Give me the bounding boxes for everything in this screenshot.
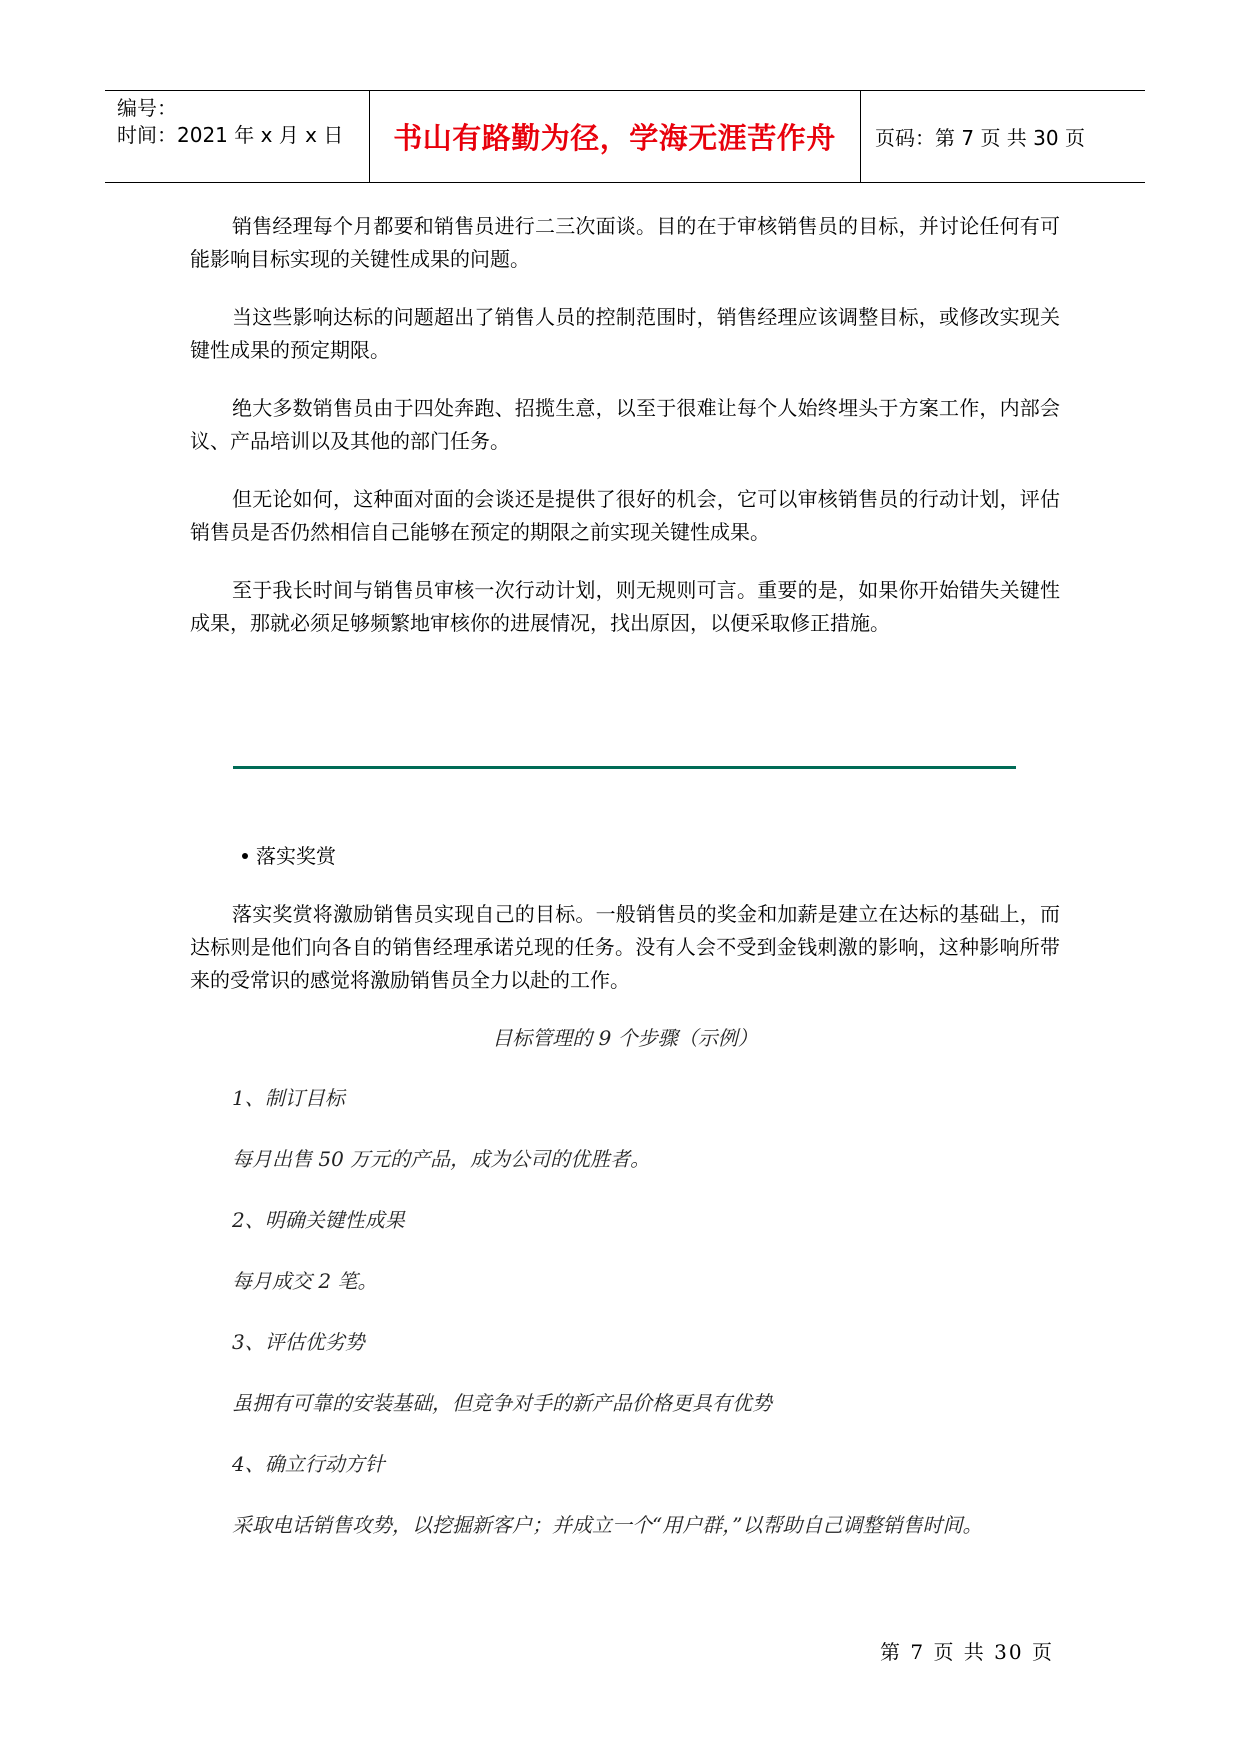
page-header <box>105 90 1145 183</box>
bullet-icon <box>242 853 248 859</box>
reward-section <box>190 840 1060 1570</box>
paragraph: 绝大多数销售员由于四处奔跑、招揽生意，以至于很难让每个人始终埋头于方案工作，内部会议、产品培训以及其他的部门任务。 <box>190 396 1060 453</box>
number-label: 编号： <box>117 96 177 120</box>
header-divider <box>860 91 861 182</box>
header-page-label: 页码：第 7 页 共 30 页 <box>875 126 1085 150</box>
header-meta <box>117 95 343 149</box>
body-text <box>190 210 1060 665</box>
steps-title: 目标管理的 9 个步骤（示例） <box>492 1026 758 1050</box>
paragraph: 销售经理每个月都要和销售员进行二三次面谈。目的在于审核销售员的目标，并讨论任何有可能影响目标实现的关键性成果的问题。 <box>190 214 1060 271</box>
step-detail: 虽拥有可靠的安装基础，但竞争对手的新产品价格更具有优势 <box>232 1391 772 1415</box>
paragraph: 至于我长时间与销售员审核一次行动计划，则无规则可言。重要的是，如果你开始错失关键性成果，那就必须足够频繁地审核你的进展情况，找出原因，以便采取修正措施。 <box>190 578 1060 635</box>
step-detail: 每月出售 50 万元的产品，成为公司的优胜者。 <box>232 1147 651 1171</box>
page-footer: 第 7 页 共 30 页 <box>880 1640 1054 1664</box>
step-detail: 每月成交 2 笔。 <box>232 1269 378 1293</box>
step-detail: 采取电话销售攻势，以挖掘新客户；并成立一个“用户群，”以帮助自己调整销售时间。 <box>232 1513 983 1537</box>
section-heading-text: 落实奖赏 <box>256 844 336 868</box>
time-label: 时间：2021 年 x 月 x 日 <box>117 123 344 147</box>
step-heading: 4、确立行动方针 <box>232 1452 385 1476</box>
step-heading: 1、制订目标 <box>232 1086 345 1110</box>
header-motto: 书山有路勤为径，学海无涯苦作舟 <box>393 121 836 155</box>
step-heading: 3、评估优劣势 <box>232 1330 365 1354</box>
section-divider <box>233 766 1016 769</box>
step-heading: 2、明确关键性成果 <box>232 1208 405 1232</box>
paragraph: 但无论如何，这种面对面的会谈还是提供了很好的机会，它可以审核销售员的行动计划，评估销售员是否仍然相信自己能够在预定的期限之前实现关键性成果。 <box>190 487 1060 544</box>
section-heading <box>242 840 1060 873</box>
paragraph: 落实奖赏将激励销售员实现自己的目标。一般销售员的奖金和加薪是建立在达标的基础上，而达标则是他们向各自的销售经理承诺兑现的任务。没有人会不受到金钱刺激的影响，这种影响所带来的受常识的感觉将激励销售员全力以赴的工作。 <box>190 902 1060 992</box>
paragraph: 当这些影响达标的问题超出了销售人员的控制范围时，销售经理应该调整目标，或修改实现关键性成果的预定期限。 <box>190 305 1060 362</box>
